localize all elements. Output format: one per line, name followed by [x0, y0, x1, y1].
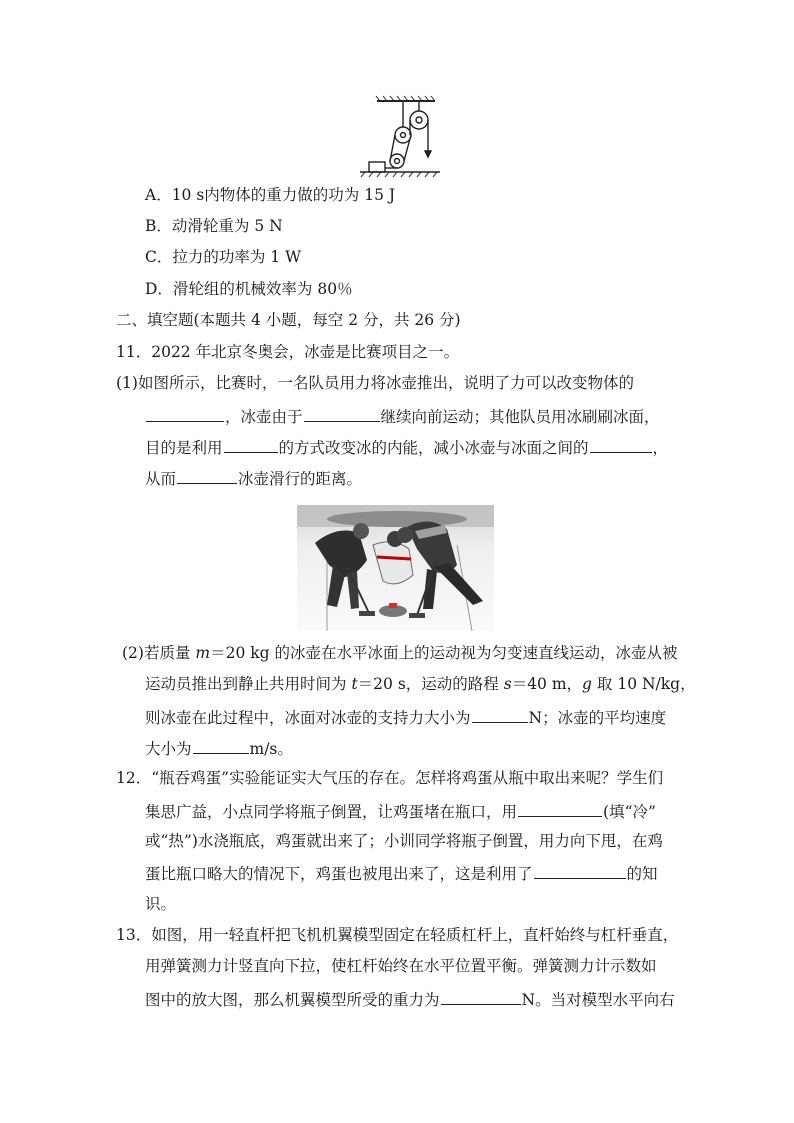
- q11-part2-line2: 运动员推出到静止共用时间为 t＝20 s，运动的路程 s＝40 m，g 取 10 N/kg，: [145, 675, 696, 693]
- q12-line2: 集思广益，小点同学将瓶子倒置，让鸡蛋堵在瓶口，用 (填“冷”: [145, 800, 656, 822]
- q12-line1: 12．“瓶吞鸡蛋”实验能证实大气压的存在。怎样将鸡蛋从瓶中取出来呢？学生们: [116, 769, 664, 787]
- q12-line4: 蛋比瓶口略大的情况下，鸡蛋也被甩出来了，这是利用了 的知: [145, 862, 658, 884]
- q11-part1-line2: ，冰壶由于 继续向前运动；其他队员用冰刷刷冰面，: [145, 405, 660, 427]
- answer-blank[interactable]: [518, 800, 602, 817]
- option-c: C．拉力的功率为 1 W: [145, 248, 302, 266]
- q12-line5: 识。: [145, 895, 177, 913]
- q11-part1-line1: (1)如图所示，比赛时，一名队员用力将冰壶推出，说明了力可以改变物体的: [116, 374, 634, 392]
- answer-blank[interactable]: [146, 405, 224, 422]
- q13-line1: 13．如图，用一轻直杆把飞机机翼模型固定在轻质杠杆上，直杆始终与杠杆垂直，: [116, 926, 679, 944]
- answer-blank[interactable]: [224, 436, 278, 453]
- answer-blank[interactable]: [304, 405, 380, 422]
- q11-part1-line3: 目的是利用 的方式改变冰的内能，减小冰壶与冰面之间的 ，: [145, 436, 668, 458]
- section-title: 二、填空题(本题共 4 小题，每空 2 分，共 26 分): [116, 311, 461, 329]
- q13-line3: 图中的放大图，那么机翼模型所受的重力为 N。当对模型水平向右: [145, 988, 675, 1010]
- q12-line3: 或“热”)水浇瓶底，鸡蛋就出来了；小训同学将瓶子倒置，用力向下甩，在鸡: [145, 832, 663, 850]
- q11-stem: 11．2022 年北京冬奥会，冰壶是比赛项目之一。: [116, 343, 460, 361]
- pulley-diagram: [355, 95, 445, 177]
- q11-part2-line4: 大小为 m/s。: [145, 737, 293, 759]
- option-a: A．10 s内物体的重力做的功为 15 J: [145, 186, 396, 204]
- answer-blank[interactable]: [177, 467, 237, 484]
- option-b: B．动滑轮重为 5 N: [145, 217, 283, 235]
- q11-part2-line1: (2)若质量 m＝20 kg 的冰壶在水平冰面上的运动视为匀变速直线运动，冰壶从被: [122, 644, 678, 662]
- curling-photo: [297, 505, 494, 631]
- answer-blank[interactable]: [472, 706, 528, 723]
- q11-part2-line3: 则冰壶在此过程中，冰面对冰壶的支持力大小为 N；冰壶的平均速度: [145, 706, 666, 728]
- q11-part1-line4: 从而 冰壶滑行的距离。: [145, 467, 362, 489]
- answer-blank[interactable]: [193, 737, 249, 754]
- answer-blank[interactable]: [441, 988, 521, 1005]
- option-d: D．滑轮组的机械效率为 80％: [145, 280, 353, 298]
- answer-blank[interactable]: [534, 862, 626, 879]
- answer-blank[interactable]: [590, 436, 652, 453]
- q13-line2: 用弹簧测力计竖直向下拉，使杠杆始终在水平位置平衡。弹簧测力计示数如: [145, 957, 657, 975]
